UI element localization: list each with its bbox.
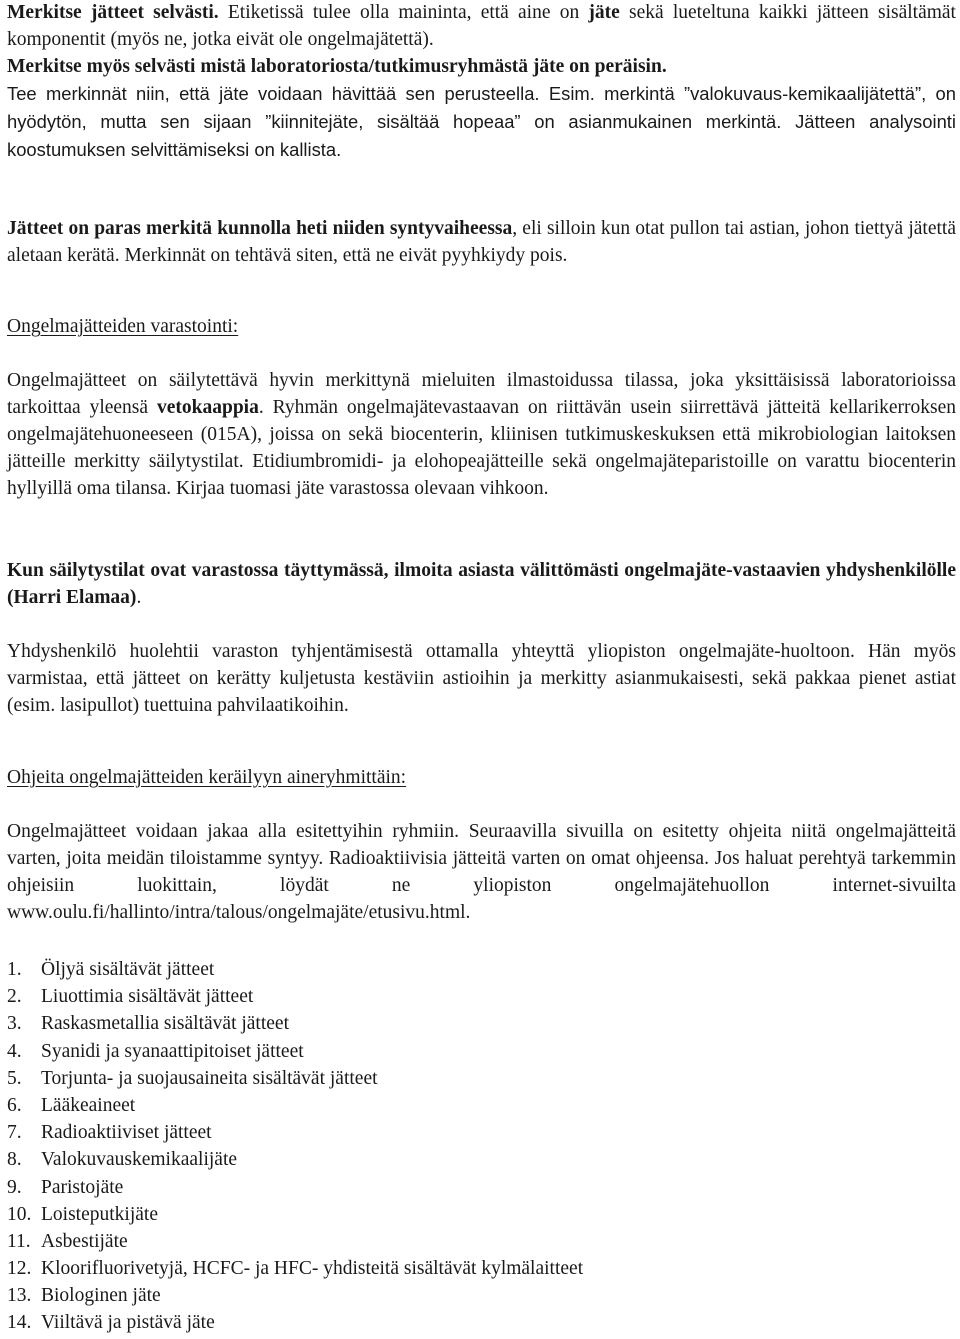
labeling-paragraph	[7, 0, 956, 164]
list-number: 4.	[7, 1040, 22, 1062]
list-item	[7, 1309, 583, 1336]
list-label: Kloorifluorivetyjä, HCFC- ja HFC- yhdisteitä sisältävät kylmälaitteet	[41, 1258, 584, 1280]
labeling-text-2: sekä lueteltuna kaikki jätteen sisältämät komponentit (myös ne, jotka eivät ole ongelmajätettä).	[7, 2, 956, 50]
list-item	[7, 1146, 583, 1173]
list-item	[7, 1119, 583, 1146]
list-item	[7, 1255, 583, 1282]
list-number: 14.	[7, 1312, 32, 1334]
storage-heading: Ongelmajätteiden varastointi:	[7, 316, 239, 337]
list-label: Viiltävä ja pistävä jäte	[41, 1312, 215, 1334]
labeling-text: Etiketissä tulee olla maininta, että aine on	[218, 2, 589, 23]
notify-bold: Kun säilytystilat ovat varastossa täyttymässä, ilmoita asiasta välittömästi ongelmajäte-vastaavien yhdyshenkilölle (Harri Elamaa)	[7, 560, 956, 608]
labeling-lead: Merkitse jätteet selvästi.	[7, 2, 219, 23]
list-number: 12.	[7, 1258, 32, 1280]
list-number: 11.	[7, 1230, 31, 1252]
list-item	[7, 956, 583, 983]
list-label: Syanidi ja syanaattipitoiset jätteet	[41, 1040, 304, 1062]
list-item	[7, 1201, 583, 1228]
list-label: Öljyä sisältävät jätteet	[41, 959, 215, 980]
timing-paragraph	[7, 215, 956, 269]
labeling-origin: Merkitse myös selvästi mistä laboratoriosta/tutkimusryhmästä jäte on peräisin.	[7, 56, 667, 77]
storage-paragraph	[7, 367, 956, 502]
labeling-example: Tee merkinnät niin, että jäte voidaan hävittää sen perusteella. Esim. merkintä ”valokuvaus-kemikaalijätettä”, on hyödytön, mutta sen sijaan ”kiinnitejäte, sisältää hopeaa” on asianmukainen merkintä. Jätteen analysointi koostumuksen selvittämiseksi on kallista.	[7, 83, 956, 160]
list-number: 5.	[7, 1067, 22, 1089]
list-item	[7, 1010, 583, 1037]
list-item	[7, 983, 583, 1010]
notify-paragraph	[7, 557, 956, 611]
list-number: 3.	[7, 1013, 22, 1035]
list-label: Valokuvauskemikaalijäte	[41, 1149, 238, 1171]
list-label: Biologinen jäte	[41, 1285, 161, 1307]
timing-bold: Jätteet on paras merkitä kunnolla heti niiden syntyvaiheessa	[7, 218, 513, 239]
list-item	[7, 1174, 583, 1201]
list-number: 2.	[7, 986, 22, 1008]
list-label: Torjunta- ja suojausaineita sisältävät jätteet	[41, 1067, 378, 1089]
list-label: Radioaktiiviset jätteet	[41, 1122, 212, 1144]
list-number: 1.	[7, 959, 22, 980]
storage-text-2: . Ryhmän ongelmajätevastaavan on riittävän usein siirrettävä jätteitä kellarikerroksen ongelmajätehuoneeseen (015A), joissa on sekä biocenterin, kliinisen tutkimuskeskuksen että mikrobiologian laitoksen jätteille merkitty säilytystilat. Etidiumbromidi- ja elohopeajätteille sekä ongelmajäteparistoille on varattu biocenterin hyllyillä oma tilansa. Kirjaa tuomasi jäte varastossa olevaan vihkoon.	[7, 397, 957, 499]
list-label: Raskasmetallia sisältävät jätteet	[41, 1013, 289, 1035]
list-item	[7, 1092, 583, 1119]
list-label: Loisteputkijäte	[41, 1203, 158, 1225]
list-number: 13.	[7, 1285, 32, 1307]
list-item	[7, 1228, 583, 1255]
waste-category-list	[7, 956, 583, 1337]
list-item	[7, 1065, 583, 1092]
notify-text: .	[136, 587, 142, 608]
contact-paragraph: Yhdyshenkilö huolehtii varaston tyhjentämisestä ottamalla yhteyttä yliopiston ongelmajäte-huoltoon. Hän myös varmistaa, että jätteet on kerätty kuljetusta kestäviin astioihin ja merkitty asianmukaisesti, sekä pakkaa pienet astiat (esim. lasipullot) tuettuina pahvilaatikoihin.	[7, 641, 956, 716]
labeling-jate: jäte	[588, 2, 620, 23]
list-number: 10.	[7, 1203, 32, 1225]
list-item	[7, 1282, 583, 1309]
timing-text: , eli silloin kun otat pullon tai astian, johon tiettyä jätettä aletaan kerätä. Merkinnät on tehtävä siten, että ne eivät pyyhkiydy pois.	[7, 218, 956, 266]
list-label: Lääkeaineet	[41, 1094, 136, 1116]
list-label: Paristojäte	[41, 1176, 124, 1198]
instructions-paragraph: Ongelmajätteet voidaan jakaa alla esitettyihin ryhmiin. Seuraavilla sivuilla on esitetty ohjeita niitä ongelmajätteitä varten, joita meidän tiloistamme syntyy. Radioaktiivisia jätteitä varten on omat ohjeensa. Jos haluat perehtyä tarkemmin ohjeisiin luokittain, löydät ne yliopiston ongelmajätehuollon internet-sivuilta www.oulu.fi/hallinto/intra/talous/ongelmajäte/etusivu.html.	[7, 821, 956, 923]
list-item	[7, 1038, 583, 1065]
storage-fume-hood: vetokaappia	[156, 397, 259, 418]
list-label: Liuottimia sisältävät jätteet	[41, 986, 254, 1008]
list-number: 7.	[7, 1122, 22, 1144]
list-number: 9.	[7, 1176, 22, 1198]
storage-text: Ongelmajätteet on säilytettävä hyvin merkittynä mieluiten ilmastoidussa tilassa, joka yksittäisissä laboratorioissa tarkoittaa yleensä	[7, 370, 956, 418]
list-number: 6.	[7, 1094, 22, 1116]
instructions-heading: Ohjeita ongelmajätteiden keräilyyn aineryhmittäin:	[7, 767, 407, 788]
list-label: Asbestijäte	[41, 1230, 128, 1252]
list-number: 8.	[7, 1149, 22, 1171]
